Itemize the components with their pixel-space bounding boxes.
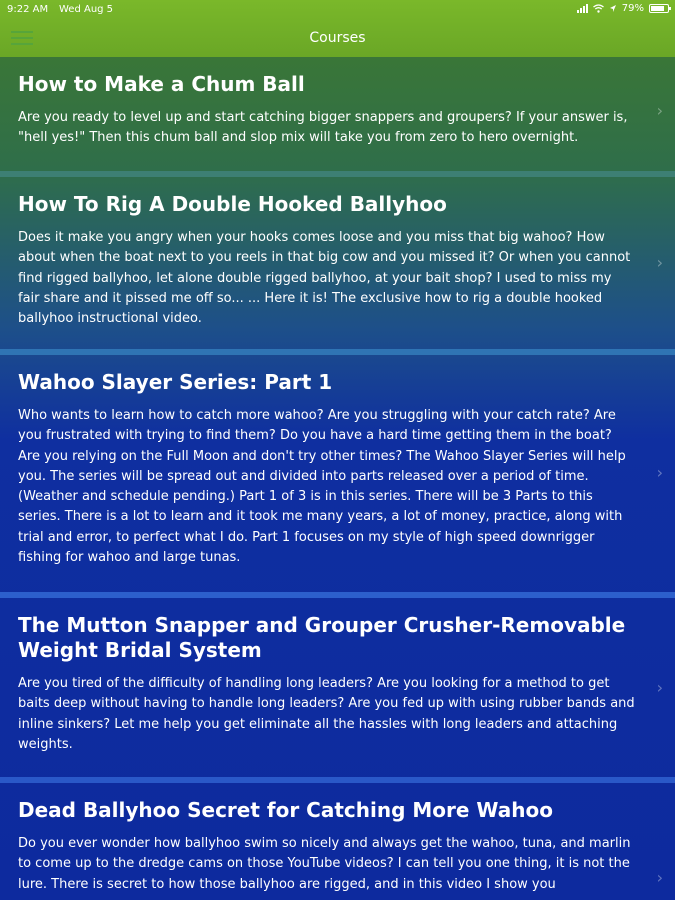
course-title: Wahoo Slayer Series: Part 1 bbox=[18, 370, 333, 394]
chevron-right-icon: › bbox=[656, 101, 663, 120]
course-description: Does it make you angry when your hooks comes loose and you miss that big wahoo? How about when the boat next to you reels in that big cow and you missed it? Or when you cannot find rigged ballyhoo, let alone double rigged ballyhoo, at your bait shop? I used to miss my fair share and it pissed me off so... ... Here it is! The exclusive how to rig a double hooked ballyhoo instructional video. bbox=[18, 230, 631, 327]
app-header bbox=[0, 0, 675, 57]
chevron-right-icon: › bbox=[656, 678, 663, 697]
chevron-right-icon: › bbox=[656, 868, 663, 887]
chevron-right-icon: › bbox=[656, 253, 663, 272]
battery-icon bbox=[649, 4, 669, 13]
course-item[interactable] bbox=[0, 355, 675, 598]
course-item[interactable] bbox=[0, 177, 675, 355]
course-title: The Mutton Snapper and Grouper Crusher-Removable Weight Bridal System bbox=[18, 613, 626, 662]
course-description: Are you ready to level up and start catching bigger snappers and groupers? If your answer is, "hell yes!" Then this chum ball and slop mix will take you from zero to hero overnight. bbox=[18, 110, 628, 146]
page-title: Courses bbox=[309, 30, 366, 46]
course-description: Do you ever wonder how ballyhoo swim so nicely and always get the wahoo, tuna, and marlin to come up to the dredge cams on those YouTube videos? I can tell you one thing, it is not the lure. There is secret to how those ballyhoo are rigged, and in this video I show you bbox=[18, 836, 631, 892]
course-description: Who wants to learn how to catch more wahoo? Are you struggling with your catch rate? Are you frustrated with trying to find them? Do you have a hard time getting them in the boat? Are you relying on the Full Moon and don't try other times? The Wahoo Slayer Series will help you. The series will be spread out and divided into parts released over a period of time. (Weather and schedule pending.) Part 1 of 3 is in this series. There will be 3 Parts to this series. There is a lot to learn and it took me many years, a lot of money, practice, along with trial and error, to perfect what I do. Part 1 focuses on my style of high speed downrigger fishing for wahoo and large tunas. bbox=[18, 408, 626, 566]
wifi-icon bbox=[593, 4, 604, 13]
course-item[interactable] bbox=[0, 598, 675, 783]
status-date: Wed Aug 5 bbox=[59, 4, 114, 15]
status-indicators bbox=[577, 3, 669, 14]
course-title: How To Rig A Double Hooked Ballyhoo bbox=[18, 192, 447, 216]
location-icon bbox=[609, 4, 617, 13]
course-list bbox=[0, 57, 675, 900]
battery-level bbox=[651, 6, 664, 11]
course-title: How to Make a Chum Ball bbox=[18, 72, 305, 96]
course-description: Are you tired of the difficulty of handling long leaders? Are you looking for a method to get baits deep without having to handle long leaders? Are you fed up with using rubber bands and inline sinkers? Let me help you get eliminate all the hassles with long leaders and attaching weights. bbox=[18, 676, 635, 752]
course-item[interactable] bbox=[0, 783, 675, 900]
course-item[interactable] bbox=[0, 57, 675, 177]
chevron-right-icon: › bbox=[656, 463, 663, 482]
battery-percent: 79% bbox=[621, 3, 644, 14]
status-time: 9:22 AM bbox=[7, 4, 49, 15]
course-title: Dead Ballyhoo Secret for Catching More Wahoo bbox=[18, 798, 553, 822]
signal-icon bbox=[577, 4, 588, 13]
status-bar bbox=[0, 0, 675, 18]
